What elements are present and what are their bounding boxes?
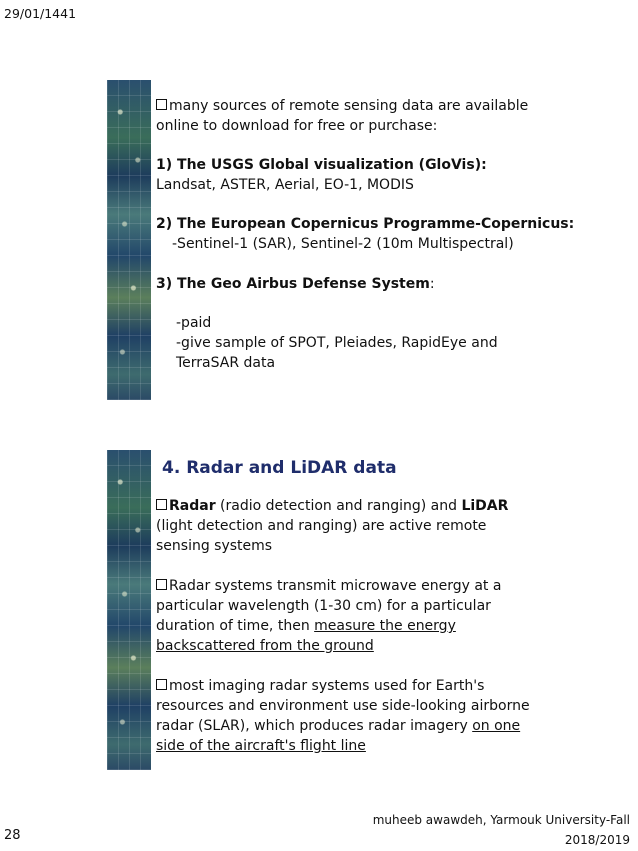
p2-line3 <box>156 616 456 636</box>
slide-title: 4. Radar and LiDAR data <box>162 458 397 478</box>
p3-line2: resources and environment use side-looking airborne <box>156 698 530 714</box>
item3-sample-line2: TerraSAR data <box>176 355 276 371</box>
page-number: 28 <box>4 828 21 843</box>
item3-title <box>156 274 435 294</box>
footer-line2: 2018/2019 <box>564 833 630 847</box>
p2-line1-text: Radar systems transmit microwave energy at a <box>169 578 502 594</box>
item3-paid: -paid <box>176 315 212 331</box>
checkbox-bullet-icon <box>156 579 167 590</box>
item3-sample-line1: -give sample of SPOT, Pleiades, RapidEye and <box>176 335 498 351</box>
p1-text: (radio detection and ranging) and <box>215 498 462 514</box>
item3-colon: : <box>429 276 435 292</box>
item2-title-text: 2) The European Copernicus Programme-Copernicus: <box>156 216 575 232</box>
p1-line2: (light detection and ranging) are active remote <box>156 518 487 534</box>
item3-title-text: 3) The Geo Airbus Defense System <box>156 276 430 292</box>
p3-line1 <box>156 676 484 696</box>
p3-line1-text: most imaging radar systems used for Earth's <box>169 678 485 694</box>
checkbox-bullet-icon <box>156 679 167 690</box>
p1-line3: sensing systems <box>156 538 273 554</box>
item2-detail: -Sentinel-1 (SAR), Sentinel-2 (10m Multispectral) <box>172 236 514 252</box>
item1-title <box>156 155 487 175</box>
checkbox-bullet-icon <box>156 99 167 110</box>
footer-line1: muheeb awawdeh, Yarmouk University-Fall <box>372 813 630 827</box>
p3-underlined-text: on one <box>472 718 521 734</box>
intro-line2: online to download for free or purchase: <box>156 118 438 134</box>
intro-line1: many sources of remote sensing data are available <box>169 98 529 114</box>
p2-underlined-text: measure the energy <box>314 618 456 634</box>
footer-author <box>370 810 630 850</box>
page-date: 29/01/1441 <box>4 6 77 21</box>
slide1-intro <box>156 96 528 116</box>
satellite-image-strip <box>107 80 151 400</box>
item2-title <box>156 214 574 234</box>
p2-line3-text: duration of time, then <box>156 618 315 634</box>
p3-line3 <box>156 716 520 736</box>
p2-line1 <box>156 576 501 596</box>
p3-line4 <box>156 736 366 756</box>
p2-line4 <box>156 636 374 656</box>
p3-underlined-text: side of the aircraft's flight line <box>156 738 366 754</box>
satellite-image-strip <box>107 450 151 770</box>
checkbox-bullet-icon <box>156 499 167 510</box>
radar-term: Radar <box>169 498 216 514</box>
lidar-term: LiDAR <box>461 498 509 514</box>
p2-line2: particular wavelength (1-30 cm) for a particular <box>156 598 491 614</box>
p2-underlined-text: backscattered from the ground <box>156 638 374 654</box>
radar-lidar-paragraph <box>156 496 508 516</box>
item1-title-text: 1) The USGS Global visualization (GloVis): <box>156 157 487 173</box>
item1-detail: Landsat, ASTER, Aerial, EO-1, MODIS <box>156 177 414 193</box>
p3-line3-text: radar (SLAR), which produces radar imagery <box>156 718 473 734</box>
